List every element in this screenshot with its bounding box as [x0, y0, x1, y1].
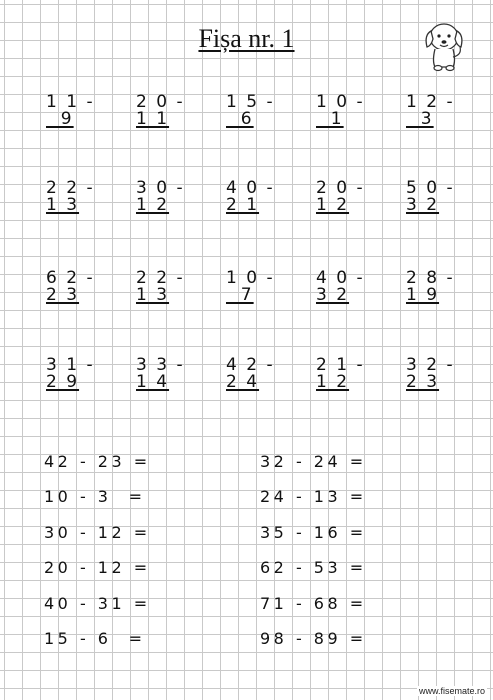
- subtrahend: 1 3: [46, 195, 80, 215]
- minuend: 1 2 -: [406, 92, 455, 112]
- minuend: 2 1 -: [316, 355, 365, 375]
- vertical-problem: [136, 268, 185, 305]
- subtrahend: 6: [226, 109, 254, 129]
- subtrahend: 3 2: [406, 195, 440, 215]
- minuend: 6 2 -: [46, 268, 95, 288]
- minuend: 1 0 -: [316, 92, 365, 112]
- subtrahend: 3 2: [316, 285, 350, 305]
- minuend: 1 1 -: [46, 92, 95, 112]
- subtrahend: 1: [316, 109, 344, 129]
- vertical-problem: [136, 178, 185, 215]
- equation: 32 - 24 =: [260, 452, 367, 471]
- minuend: 4 0 -: [226, 178, 275, 198]
- subtrahend: 1 2: [316, 195, 350, 215]
- equation: 98 - 89 =: [260, 629, 367, 648]
- subtrahend: 2 3: [406, 372, 440, 392]
- page-title: Fișa nr. 1: [198, 24, 295, 53]
- equation: 24 - 13 =: [260, 487, 367, 506]
- minuend: 1 5 -: [226, 92, 275, 112]
- subtrahend: 1 9: [406, 285, 440, 305]
- equation: 20 - 12 =: [44, 558, 151, 577]
- vertical-problem: [406, 355, 455, 392]
- minuend: 3 1 -: [46, 355, 95, 375]
- vertical-problem: [226, 355, 275, 392]
- minuend: 2 2 -: [46, 178, 95, 198]
- subtrahend: 1 2: [316, 372, 350, 392]
- equation: 15 - 6 =: [44, 629, 146, 648]
- minuend: 3 0 -: [136, 178, 185, 198]
- vertical-problem: [136, 92, 185, 129]
- subtrahend: 3: [406, 109, 434, 129]
- equation: 42 - 23 =: [44, 452, 151, 471]
- subtrahend: 1 1: [136, 109, 170, 129]
- vertical-problem: [406, 178, 455, 215]
- footer-website: www.fisemate.ro: [418, 686, 485, 696]
- subtrahend: 1 2: [136, 195, 170, 215]
- vertical-problem: [316, 178, 365, 215]
- vertical-problem: [46, 355, 95, 392]
- equation: 30 - 12 =: [44, 523, 151, 542]
- vertical-problem: [226, 92, 275, 129]
- subtrahend: 2 3: [46, 285, 80, 305]
- vertical-problem: [316, 92, 365, 129]
- minuend: 2 2 -: [136, 268, 185, 288]
- subtrahend: 2 1: [226, 195, 260, 215]
- subtrahend: 1 4: [136, 372, 170, 392]
- equation: 35 - 16 =: [260, 523, 367, 542]
- vertical-problem: [316, 355, 365, 392]
- equation: 71 - 68 =: [260, 594, 367, 613]
- vertical-problem: [136, 355, 185, 392]
- puppy-icon: [418, 17, 470, 73]
- vertical-problem: [46, 268, 95, 305]
- vertical-problem: [46, 92, 95, 129]
- minuend: 4 2 -: [226, 355, 275, 375]
- minuend: 2 0 -: [316, 178, 365, 198]
- minuend: 5 0 -: [406, 178, 455, 198]
- minuend: 2 8 -: [406, 268, 455, 288]
- minuend: 2 0 -: [136, 92, 185, 112]
- equation: 62 - 53 =: [260, 558, 367, 577]
- subtrahend: 1 3: [136, 285, 170, 305]
- subtrahend: 2 4: [226, 372, 260, 392]
- subtrahend: 9: [46, 109, 74, 129]
- vertical-problem: [406, 92, 455, 129]
- vertical-problem: [226, 268, 275, 305]
- minuend: 1 0 -: [226, 268, 275, 288]
- vertical-problem: [406, 268, 455, 305]
- equation: 40 - 31 =: [44, 594, 151, 613]
- subtrahend: 7: [226, 285, 254, 305]
- minuend: 3 2 -: [406, 355, 455, 375]
- minuend: 3 3 -: [136, 355, 185, 375]
- subtrahend: 2 9: [46, 372, 80, 392]
- minuend: 4 0 -: [316, 268, 365, 288]
- vertical-problem: [316, 268, 365, 305]
- vertical-problem: [46, 178, 95, 215]
- vertical-problem: [226, 178, 275, 215]
- equation: 10 - 3 =: [44, 487, 146, 506]
